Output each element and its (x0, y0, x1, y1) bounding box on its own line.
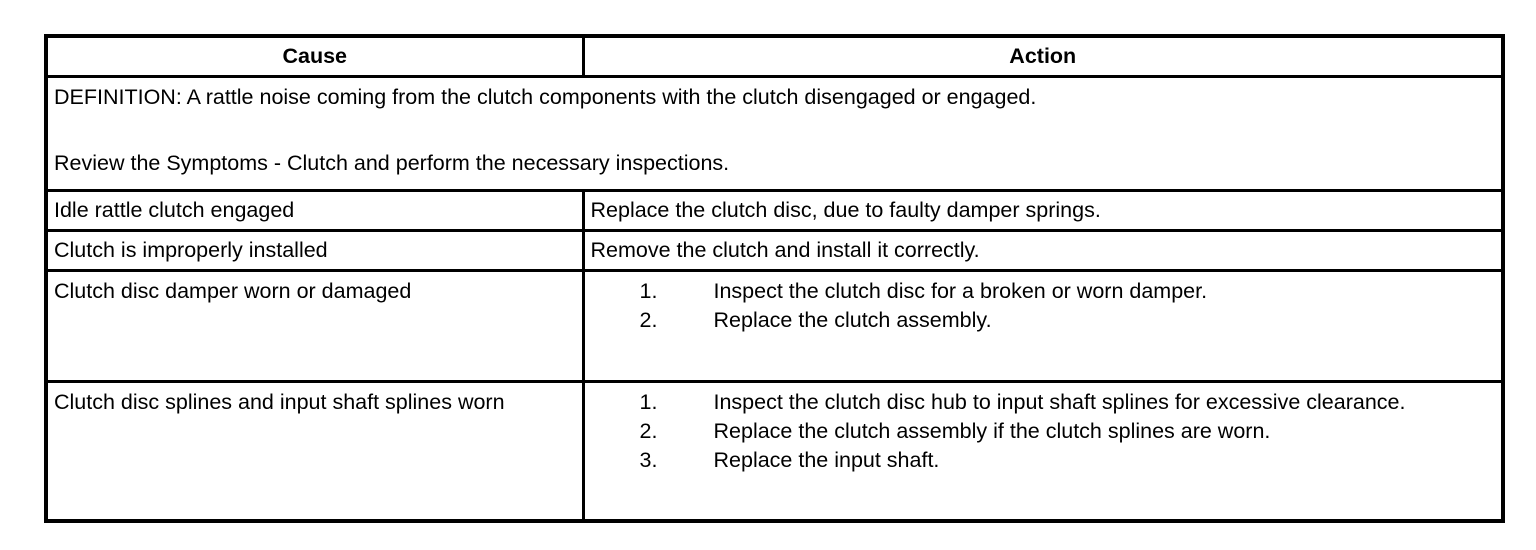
step-text: Replace the clutch assembly. (713, 308, 992, 332)
action-cell (583, 271, 1503, 382)
diagnostic-table (44, 34, 1505, 523)
action-cell: Remove the clutch and install it correctly. (583, 231, 1503, 271)
table-row (46, 271, 1503, 382)
action-cell: Replace the clutch disc, due to faulty damper springs. (583, 191, 1503, 231)
cause-cell: Idle rattle clutch engaged (46, 191, 583, 231)
table-row (46, 191, 1503, 231)
list-item (591, 306, 1496, 335)
step-number: 1. (639, 279, 658, 303)
cause-header: Cause (46, 36, 583, 77)
definition-text: DEFINITION: A rattle noise coming from the clutch components with the clutch disengaged or engaged. (54, 85, 1037, 109)
step-text: Replace the input shaft. (713, 448, 940, 472)
list-item (591, 277, 1496, 306)
step-text: Inspect the clutch disc for a broken or worn damper. (713, 279, 1208, 303)
list-item (591, 417, 1496, 446)
table-row (46, 231, 1503, 271)
definition-row (46, 77, 1503, 191)
action-header: Action (583, 36, 1503, 77)
step-number: 2. (639, 419, 658, 443)
cause-cell: Clutch is improperly installed (46, 231, 583, 271)
step-text: Inspect the clutch disc hub to input shaft splines for excessive clearance. (713, 390, 1406, 414)
definition-cell (46, 77, 1503, 191)
action-steps-list (591, 277, 1496, 335)
step-number: 2. (639, 308, 658, 332)
cause-cell: Clutch disc splines and input shaft splines worn (46, 382, 583, 522)
list-item (591, 388, 1496, 417)
action-cell (583, 382, 1503, 522)
review-text: Review the Symptoms - Clutch and perform the necessary inspections. (54, 151, 730, 175)
list-item (591, 446, 1496, 475)
cause-cell: Clutch disc damper worn or damaged (46, 271, 583, 382)
step-text: Replace the clutch assembly if the clutch splines are worn. (713, 419, 1271, 443)
action-steps-list (591, 388, 1496, 475)
header-row (46, 36, 1503, 77)
step-number: 3. (639, 448, 658, 472)
table-row (46, 382, 1503, 522)
step-number: 1. (639, 390, 658, 414)
